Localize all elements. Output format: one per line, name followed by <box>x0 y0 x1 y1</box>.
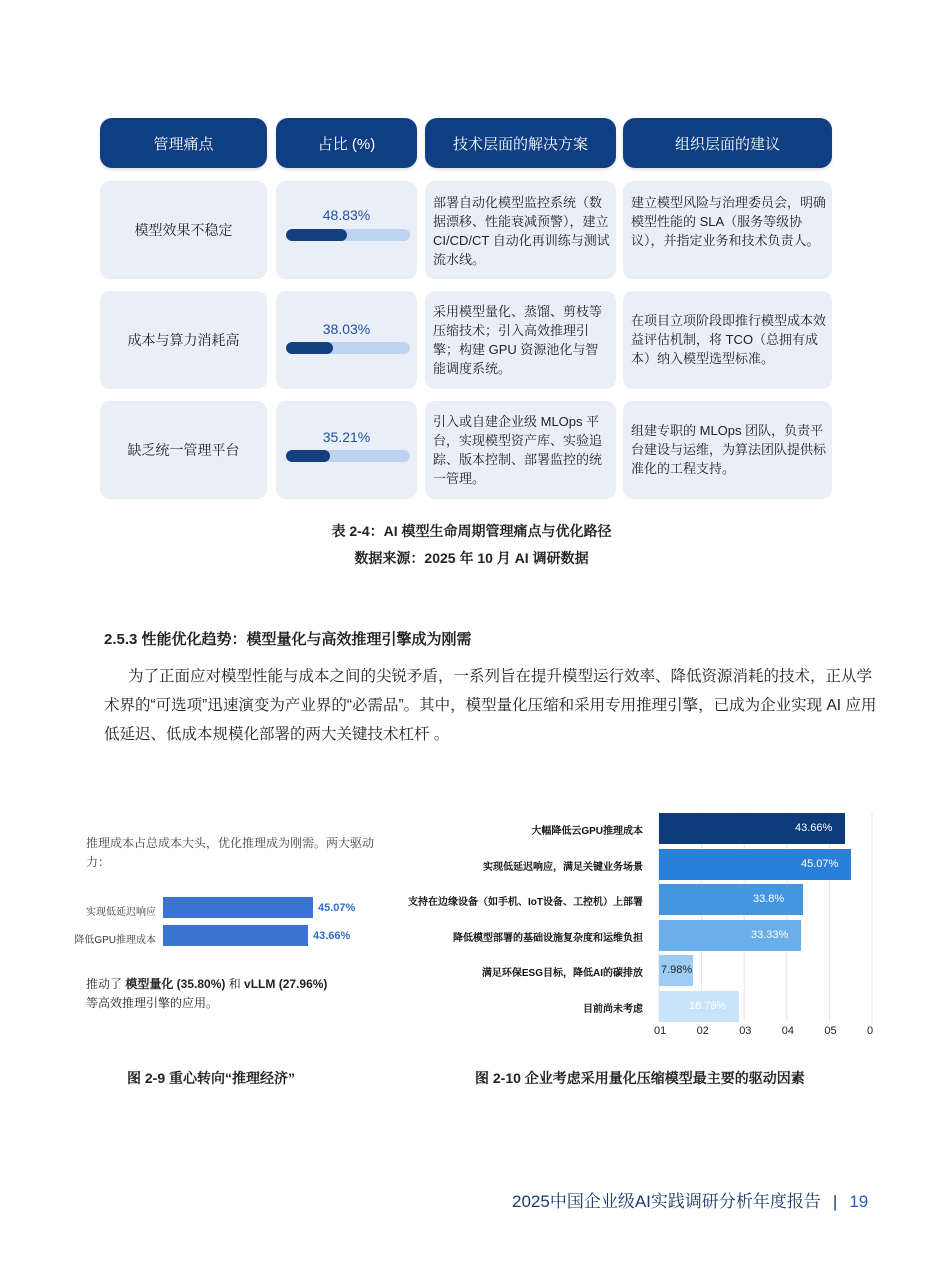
chart-category-label: 实现低延迟响应，满足关键业务场景 <box>483 861 643 873</box>
table-caption: 表 2-4：AI 模型生命周期管理痛点与优化路径 <box>331 523 612 539</box>
percent-value: 35.21% <box>322 429 371 445</box>
table-header-org: 组织层面的建议 <box>623 118 832 168</box>
chart-value-label: 33.8% <box>752 893 785 906</box>
table-source: 数据来源：2025 年 10 月 AI 调研数据 <box>354 550 589 566</box>
chart-category-label: 降低模型部署的基础设施复杂度和运维负担 <box>453 932 643 944</box>
chart-tick-label: 02 <box>696 1025 709 1037</box>
chart-tick-label: 03 <box>739 1025 752 1037</box>
footer-separator: | <box>832 1192 838 1211</box>
fig9-caption: 图 2-9 重心转向“推理经济” <box>127 1070 296 1086</box>
table-header-percent: 占比 (%) <box>276 118 417 168</box>
fig9-intro: 推理成本占总成本大头，优化推理成为刚需。两大驱动力： <box>86 836 375 869</box>
chart-value-label: 45.07% <box>800 857 839 870</box>
fig9-bar-label: 实现低延迟响应 <box>86 907 156 918</box>
tech-text: 采用模型量化、蒸馏、剪枝等压缩技术；引入高效推理引擎；构建 GPU 资源池化与智能调度系统。 <box>433 304 603 376</box>
fig9-bar-value: 43.66% <box>313 930 351 942</box>
fig9-bar-value: 45.07% <box>318 902 356 914</box>
percent-value: 38.03% <box>322 321 371 337</box>
table-header-pain: 管理痛点 <box>100 118 267 168</box>
report-title: 2025中国企业级AI实践调研分析年度报告 <box>512 1192 821 1211</box>
page-footer <box>512 1187 868 1212</box>
chart-tick-label: 0 <box>867 1025 874 1037</box>
chart-value-label: 33.33% <box>750 928 789 941</box>
chart-tick-label: 04 <box>781 1025 795 1037</box>
page-number: 19 <box>849 1192 869 1211</box>
chart-category-label: 满足环保ESG目标，降低AI的碳排放 <box>481 968 643 980</box>
section-heading: 2.5.3 性能优化趋势：模型量化与高效推理引擎成为刚需 <box>104 631 472 648</box>
chart-value-label: 18.78% <box>689 1000 727 1012</box>
org-text: 在项目立项阶段即推行模型成本效益评估机制，将 TCO（总拥有成本）纳入模型选型标准。 <box>631 313 827 366</box>
tech-text: 引入或自建企业级 MLOps 平台，实现模型资产库、实验追踪、版本控制、部署监控的统一管理。 <box>433 414 603 486</box>
tech-text: 部署自动化模型监控系统（数据漂移、性能衰减预警），建立 CI/CD/CT 自动化再训练与测试流水线。 <box>433 195 610 267</box>
chart-value-label: 7.98% <box>661 964 693 977</box>
chart-category-label: 支持在边缘设备（如手机、IoT设备、工控机）上部署 <box>408 897 643 909</box>
table-cell-pain: 缺乏统一管理平台 <box>100 401 267 499</box>
chart-category-label: 目前尚未考虑 <box>583 1004 643 1015</box>
table-cell-pain: 模型效果不稳定 <box>100 181 267 279</box>
chart-tick-label: 01 <box>654 1025 667 1037</box>
fig9-bar-label: 降低GPU推理成本 <box>74 935 156 946</box>
org-text: 组建专职的 MLOps 团队，负责平台建设与运维，为算法团队提供标准化的工程支持。 <box>631 423 827 476</box>
chart-value-label: 43.66% <box>794 822 833 834</box>
percent-value: 48.83% <box>322 207 371 223</box>
org-text: 建立模型风险与治理委员会，明确模型性能的 SLA（服务等级协议），并指定业务和技术负责人。 <box>631 195 827 248</box>
section-paragraph: 为了正面应对模型性能与成本之间的尖锐矛盾，一系列旨在提升模型运行效率、降低资源消耗的技术，正从学术界的“可选项”迅速演变为产业界的“必需品”。其中，模型量化压缩和采用专用推理引擎，已成为企业实现 AI 应用低延迟、低成本规模化部署的两大关键技术杠杆 。 <box>104 668 877 743</box>
fig10-caption: 图 2-10 企业考虑采用量化压缩模型最主要的驱动因素 <box>475 1070 805 1086</box>
fig9-conclusion: 推动了 模型量化 (35.80%) 和 vLLM (27.96%) 等高效推理引擎的应用。 <box>86 977 328 1010</box>
chart-tick-label: 05 <box>824 1025 837 1037</box>
table-header-tech: 技术层面的解决方案 <box>425 118 616 168</box>
chart-category-label: 大幅降低云GPU推理成本 <box>531 826 643 837</box>
table-cell-pain: 成本与算力消耗高 <box>100 291 267 389</box>
